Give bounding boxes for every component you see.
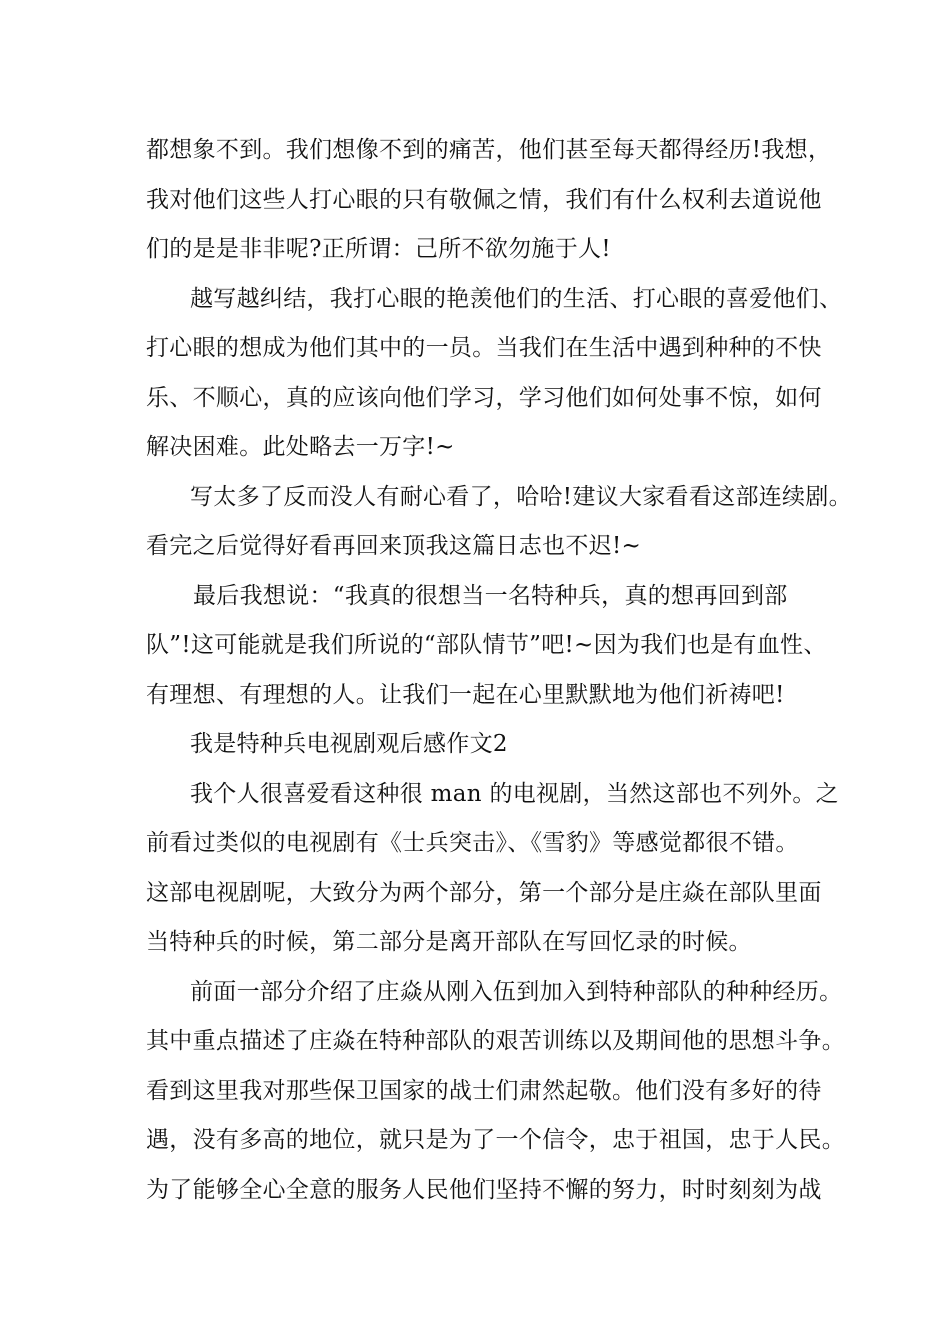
- section-heading: 我是特种兵电视剧观后感作文2: [190, 731, 508, 757]
- text-line: 乐、不顺心，真的应该向他们学习，学习他们如何处事不惊，如何: [146, 385, 822, 411]
- text-line: 前面一部分介绍了庄焱从刚入伍到加入到特种部队的种种经历。: [190, 979, 843, 1005]
- text-line: 最后我想说：“我真的很想当一名特种兵，真的想再回到部: [193, 583, 788, 609]
- text-line: 当特种兵的时候，第二部分是离开部队在写回忆录的时候。: [146, 929, 752, 955]
- text-line: 都想象不到。我们想像不到的痛苦，他们甚至每天都得经历!我想，: [146, 137, 832, 163]
- text-line: 看到这里我对那些保卫国家的战士们肃然起敬。他们没有多好的待: [146, 1078, 822, 1104]
- text-line: 解决困难。此处略去一万字!~: [146, 434, 455, 460]
- text-line: 我对他们这些人打心眼的只有敬佩之情，我们有什么权利去道说他: [146, 187, 822, 213]
- text-line: 其中重点描述了庄焱在特种部队的艰苦训练以及期间他的思想斗争。: [146, 1028, 845, 1054]
- text-line: 我个人很喜爱看这种很 man 的电视剧，当然这部也不列外。之: [190, 781, 839, 807]
- text-line: 写太多了反而没人有耐心看了，哈哈!建议大家看看这部连续剧。: [190, 484, 852, 510]
- text-line: 前看过类似的电视剧有《士兵突击》、《雪豹》等感觉都很不错。: [146, 830, 799, 856]
- text-line: 有理想、有理想的人。让我们一起在心里默默地为他们祈祷吧!: [146, 682, 785, 708]
- text-line: 队”!这可能就是我们所说的“部队情节”吧!~因为我们也是有血性、: [146, 632, 827, 658]
- text-line: 看完之后觉得好看再回来顶我这篇日志也不迟!~: [146, 533, 642, 559]
- text-line: 们的是是非非呢?正所谓：己所不欲勿施于人!: [146, 236, 611, 262]
- text-line: 越写越纠结，我打心眼的艳羡他们的生活、打心眼的喜爱他们、: [190, 286, 843, 312]
- text-line: 遇，没有多高的地位，就只是为了一个信令，忠于祖国，忠于人民。: [146, 1127, 845, 1153]
- text-line: 打心眼的想成为他们其中的一员。当我们在生活中遇到种种的不快: [146, 335, 822, 361]
- text-line: 这部电视剧呢，大致分为两个部分，第一个部分是庄焱在部队里面: [146, 880, 822, 906]
- text-line: 为了能够全心全意的服务人民他们坚持不懈的努力，时时刻刻为战: [146, 1177, 822, 1203]
